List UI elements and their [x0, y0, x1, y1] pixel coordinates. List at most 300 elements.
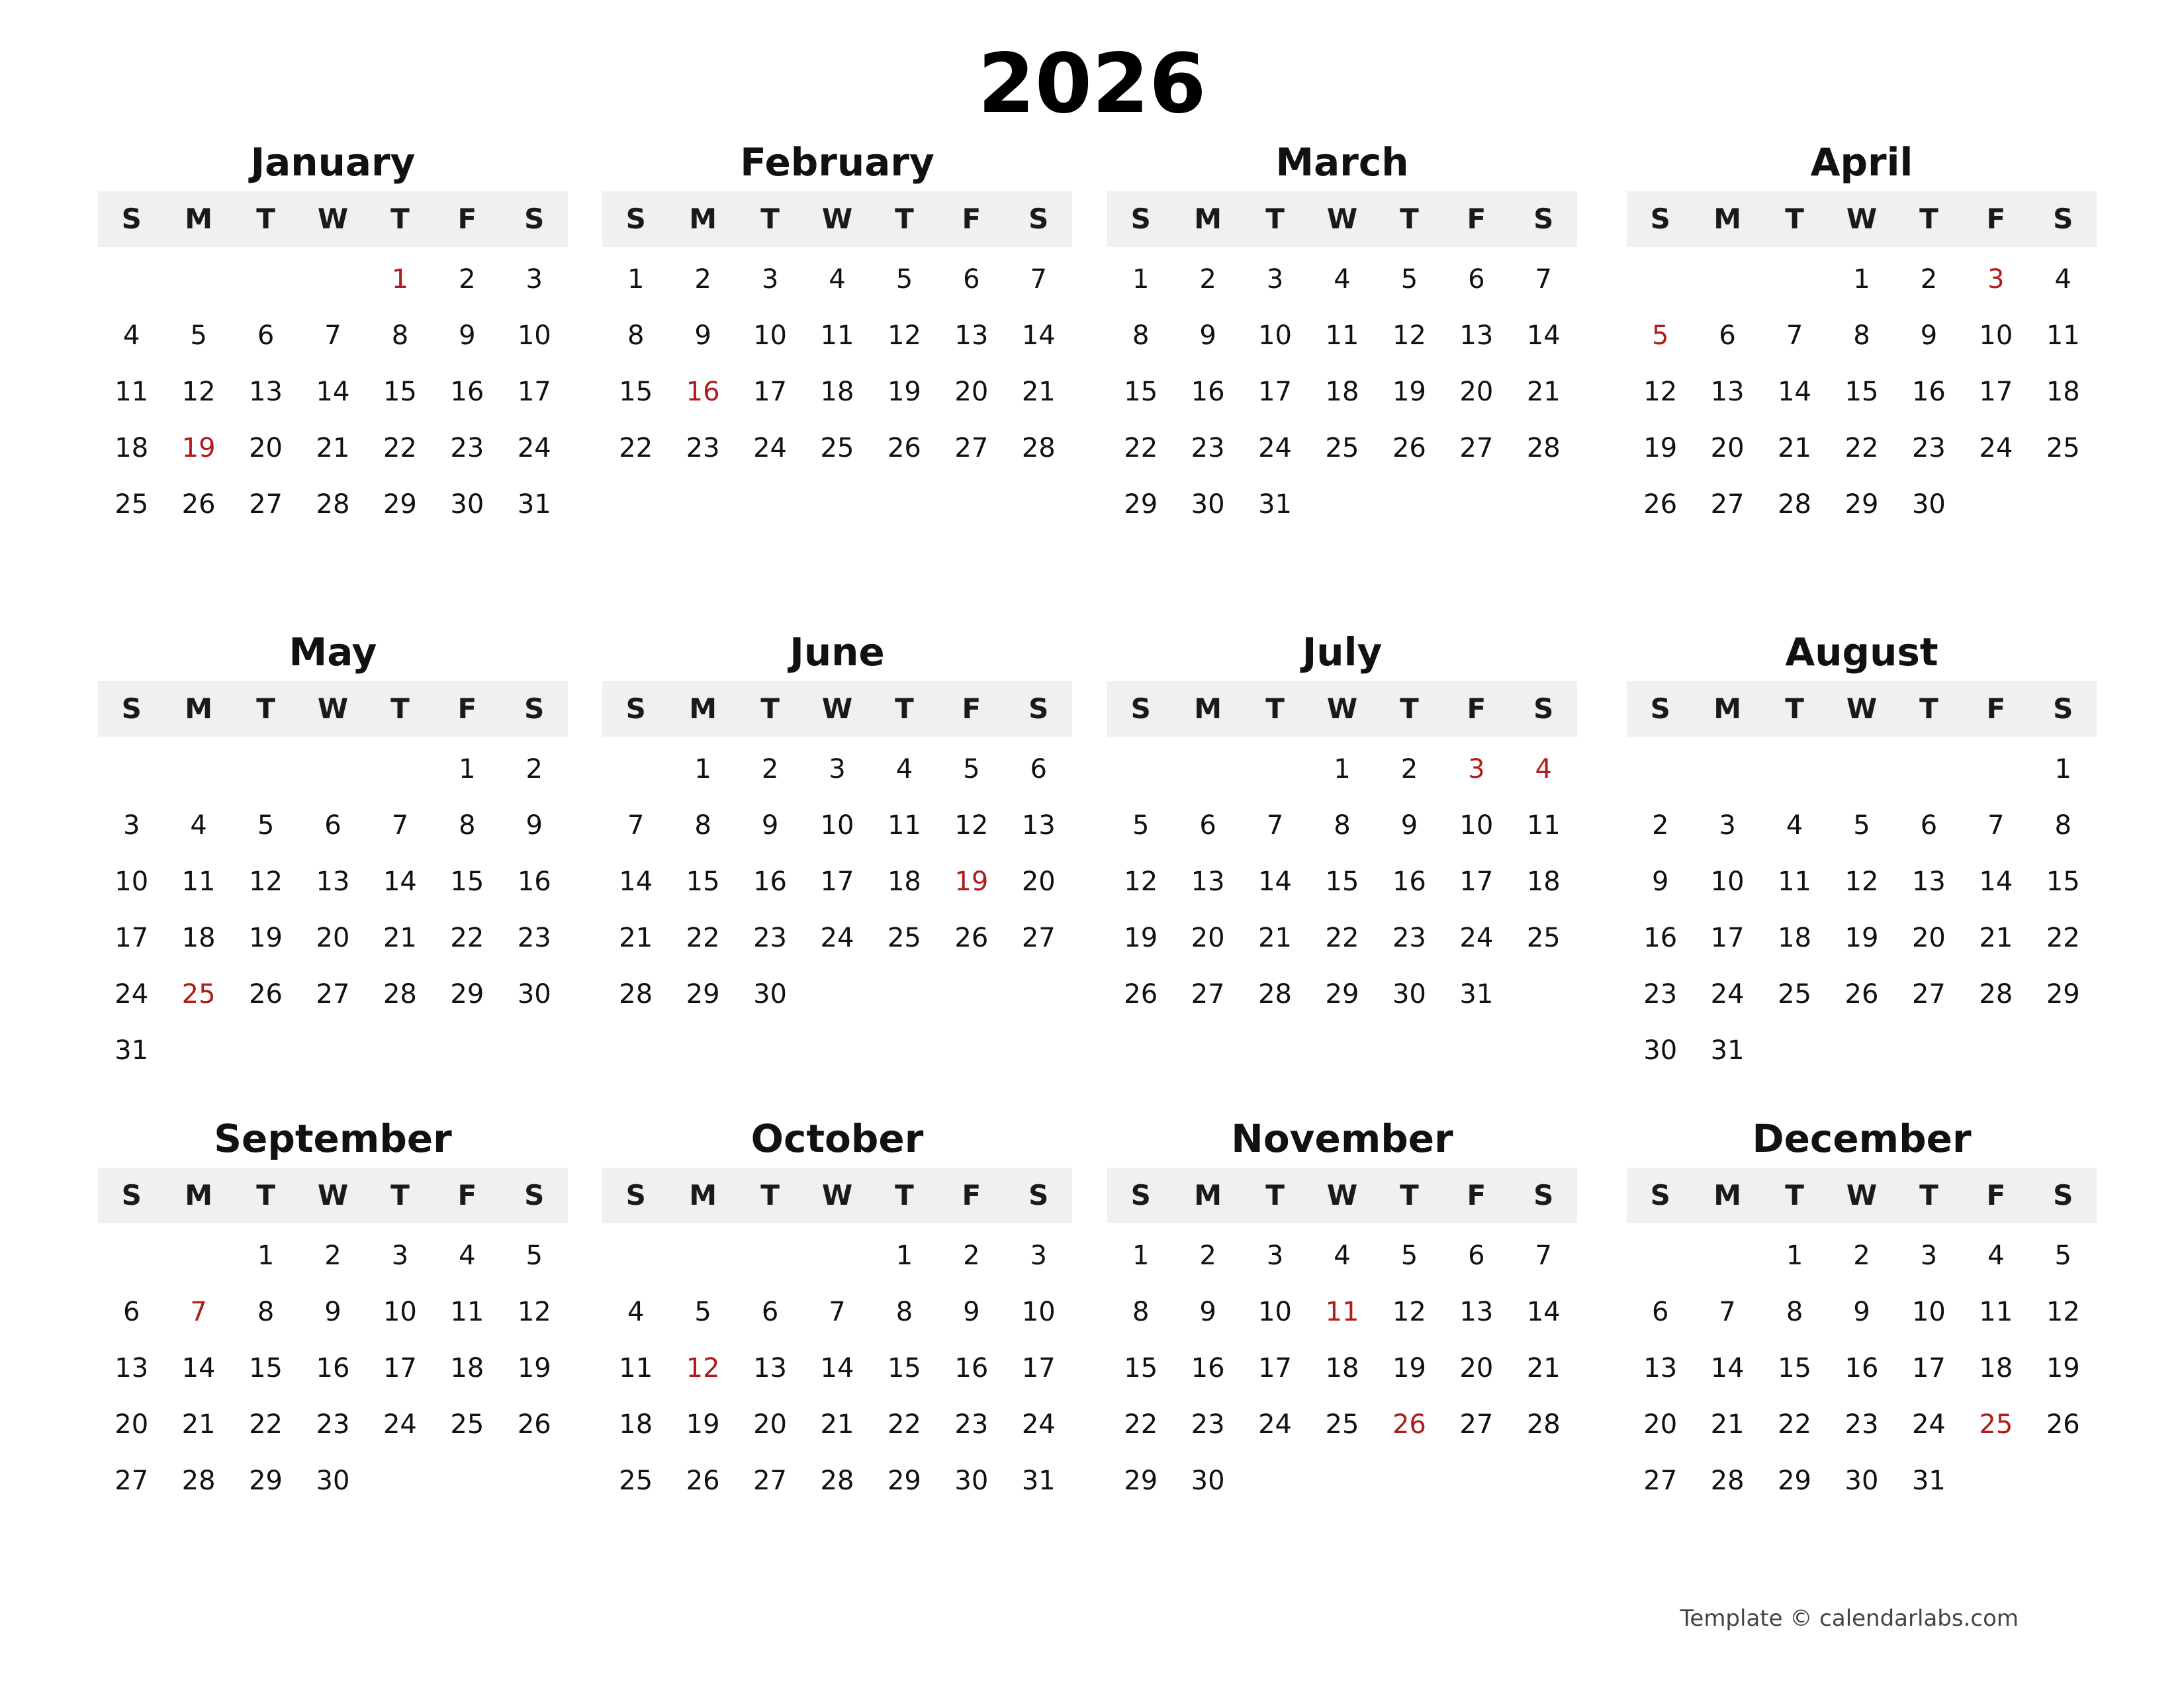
day-cell: 27 [249, 489, 283, 520]
weekday-label: T [1265, 1179, 1285, 1211]
day-cell: 3 [829, 754, 846, 784]
day-cell: 7 [1719, 1297, 1736, 1327]
day-cell: 23 [954, 1409, 989, 1440]
month-name: December [1752, 1116, 1972, 1161]
weekday-label: S [625, 692, 646, 725]
day-cell: 24 [1911, 1409, 1946, 1440]
day-cell: 5 [1853, 810, 1870, 841]
day-cell: 21 [1526, 377, 1561, 407]
weekday-label: T [895, 203, 914, 235]
empty-day-cell [602, 746, 669, 802]
weekday-label: S [1028, 203, 1049, 235]
day-cell: 25 [887, 923, 921, 953]
day-cell: 20 [1643, 1409, 1678, 1440]
weekday-header-row [1107, 1168, 1577, 1223]
day-cell: 8 [627, 320, 645, 351]
day-cell: 26 [1844, 979, 1879, 1009]
day-cell: 18 [1325, 377, 1359, 407]
day-cell: 16 [1191, 1353, 1225, 1383]
day-cell: 6 [963, 264, 980, 295]
weekday-label: T [1785, 1179, 1804, 1211]
weekday-label: F [1986, 1179, 2006, 1211]
day-cell: 28 [1526, 433, 1561, 463]
day-cell: 29 [1778, 1466, 1812, 1496]
day-cell: 23 [753, 923, 788, 953]
weekday-label: T [760, 692, 780, 725]
day-cell: 12 [1844, 867, 1879, 897]
month-name: September [214, 1116, 452, 1161]
day-cell: 5 [694, 1297, 711, 1327]
day-cell: 10 [1459, 810, 1494, 841]
day-cell: 31 [1710, 1035, 1745, 1066]
weekday-header-row [1627, 1168, 2097, 1223]
month-name: March [1275, 140, 1409, 185]
day-cell: 14 [820, 1353, 854, 1383]
day-cell: 1 [627, 264, 645, 295]
day-cell: 11 [1526, 810, 1561, 841]
day-cell: 24 [383, 1409, 417, 1440]
day-cell: 13 [954, 320, 989, 351]
weekday-label: W [1846, 203, 1878, 235]
day-cell: 30 [954, 1466, 989, 1496]
empty-day-cell [669, 1233, 736, 1289]
holiday-day-cell: 1 [391, 264, 409, 295]
day-cell: 15 [619, 377, 653, 407]
holiday-day-cell: 12 [686, 1353, 720, 1383]
day-cell: 12 [2046, 1297, 2080, 1327]
day-cell: 9 [761, 810, 779, 841]
day-cell: 23 [1191, 1409, 1225, 1440]
day-cell: 2 [1199, 264, 1216, 295]
weekday-label: M [689, 203, 717, 235]
day-cell: 11 [1979, 1297, 2013, 1327]
day-cell: 5 [1132, 810, 1150, 841]
day-cell: 7 [324, 320, 341, 351]
month-name: August [1785, 630, 1938, 675]
day-cell: 27 [316, 979, 350, 1009]
day-cell: 26 [249, 979, 283, 1009]
empty-day-cell [1627, 1233, 1694, 1289]
month-name: November [1231, 1116, 1453, 1161]
day-cell: 15 [686, 867, 720, 897]
month-march [1107, 136, 1577, 599]
day-cell: 6 [1468, 1241, 1485, 1271]
weekday-label: T [256, 203, 275, 235]
day-cell: 13 [1710, 377, 1745, 407]
day-cell: 9 [324, 1297, 341, 1327]
day-cell: 25 [2046, 433, 2080, 463]
weekday-label: M [1194, 692, 1222, 725]
day-cell: 18 [1526, 867, 1561, 897]
day-cell: 22 [2046, 923, 2080, 953]
empty-day-cell [737, 1233, 803, 1289]
weekday-label: S [2053, 1179, 2073, 1211]
weekday-label: T [256, 1179, 275, 1211]
day-cell: 25 [1526, 923, 1561, 953]
day-cell: 19 [1844, 923, 1879, 953]
weekday-label: M [1713, 203, 1742, 235]
day-cell: 18 [181, 923, 216, 953]
empty-day-cell [232, 746, 299, 802]
weekday-label: T [1400, 692, 1419, 725]
day-cell: 20 [114, 1409, 149, 1440]
day-cell: 20 [249, 433, 283, 463]
month-august [1627, 626, 2097, 1089]
day-cell: 9 [1199, 1297, 1216, 1327]
day-cell: 15 [383, 377, 417, 407]
day-cell: 13 [753, 1353, 788, 1383]
day-cell: 19 [887, 377, 921, 407]
day-cell: 28 [181, 1466, 216, 1496]
day-cell: 14 [1979, 867, 2013, 897]
days-grid [602, 256, 1072, 481]
day-cell: 20 [1459, 1353, 1494, 1383]
empty-day-cell [602, 1233, 669, 1289]
day-cell: 2 [1400, 754, 1418, 784]
day-cell: 29 [2046, 979, 2080, 1009]
day-cell: 18 [820, 377, 854, 407]
day-cell: 30 [1191, 489, 1225, 520]
day-cell: 30 [316, 1466, 350, 1496]
day-cell: 2 [1199, 1241, 1216, 1271]
day-cell: 28 [1979, 979, 2013, 1009]
day-cell: 15 [1124, 1353, 1158, 1383]
day-cell: 17 [1710, 923, 1745, 953]
day-cell: 24 [1979, 433, 2013, 463]
day-cell: 1 [895, 1241, 913, 1271]
day-cell: 6 [1199, 810, 1216, 841]
day-cell: 21 [1526, 1353, 1561, 1383]
day-cell: 10 [517, 320, 551, 351]
day-cell: 23 [1392, 923, 1426, 953]
weekday-label: M [1713, 692, 1742, 725]
days-grid [98, 1233, 568, 1514]
day-cell: 24 [1021, 1409, 1056, 1440]
day-cell: 17 [1021, 1353, 1056, 1383]
weekday-label: F [457, 692, 477, 725]
weekday-label: W [821, 1179, 853, 1211]
day-cell: 3 [391, 1241, 409, 1271]
weekday-label: M [185, 203, 213, 235]
day-cell: 30 [1392, 979, 1426, 1009]
day-cell: 8 [1132, 1297, 1150, 1327]
day-cell: 14 [181, 1353, 216, 1383]
empty-day-cell [1828, 746, 1895, 802]
day-cell: 11 [114, 377, 149, 407]
weekday-label: T [895, 1179, 914, 1211]
days-grid [98, 746, 568, 1084]
day-cell: 23 [1911, 433, 1946, 463]
day-cell: 15 [1325, 867, 1359, 897]
day-cell: 1 [2054, 754, 2071, 784]
day-cell: 7 [1987, 810, 2005, 841]
day-cell: 21 [316, 433, 350, 463]
day-cell: 17 [517, 377, 551, 407]
day-cell: 22 [1124, 433, 1158, 463]
day-cell: 31 [1258, 489, 1293, 520]
day-cell: 11 [887, 810, 921, 841]
empty-day-cell [1694, 256, 1760, 312]
day-cell: 12 [1643, 377, 1678, 407]
weekday-label: M [185, 692, 213, 725]
day-cell: 17 [1459, 867, 1494, 897]
day-cell: 13 [114, 1353, 149, 1383]
weekday-label: T [390, 203, 410, 235]
day-cell: 27 [753, 1466, 788, 1496]
day-cell: 27 [1911, 979, 1946, 1009]
day-cell: 1 [1853, 264, 1870, 295]
month-june [602, 626, 1072, 1089]
weekday-label: W [821, 692, 853, 725]
weekday-label: W [317, 203, 349, 235]
day-cell: 13 [1911, 867, 1946, 897]
weekday-header-row [1627, 191, 2097, 247]
weekday-header-row [1107, 681, 1577, 737]
day-cell: 13 [1191, 867, 1225, 897]
day-cell: 13 [1643, 1353, 1678, 1383]
day-cell: 14 [1526, 1297, 1561, 1327]
day-cell: 9 [1199, 320, 1216, 351]
month-september [98, 1112, 568, 1575]
day-cell: 31 [1911, 1466, 1946, 1496]
day-cell: 20 [753, 1409, 788, 1440]
month-october [602, 1112, 1072, 1575]
day-cell: 7 [829, 1297, 846, 1327]
day-cell: 9 [1920, 320, 1938, 351]
weekday-label: M [1713, 1179, 1742, 1211]
day-cell: 12 [181, 377, 216, 407]
day-cell: 13 [316, 867, 350, 897]
empty-day-cell [1694, 1233, 1760, 1289]
weekday-label: F [457, 203, 477, 235]
day-cell: 1 [459, 754, 476, 784]
day-cell: 29 [686, 979, 720, 1009]
day-cell: 26 [1392, 433, 1426, 463]
day-cell: 10 [753, 320, 788, 351]
day-cell: 8 [459, 810, 476, 841]
day-cell: 17 [1258, 1353, 1293, 1383]
weekday-label: F [457, 1179, 477, 1211]
day-cell: 8 [1786, 1297, 1803, 1327]
day-cell: 3 [1030, 1241, 1047, 1271]
day-cell: 12 [1124, 867, 1158, 897]
day-cell: 6 [1030, 754, 1047, 784]
day-cell: 19 [686, 1409, 720, 1440]
day-cell: 3 [1266, 264, 1284, 295]
day-cell: 27 [1191, 979, 1225, 1009]
day-cell: 29 [1325, 979, 1359, 1009]
weekday-label: T [390, 1179, 410, 1211]
day-cell: 10 [1710, 867, 1745, 897]
day-cell: 24 [1459, 923, 1494, 953]
weekday-label: S [524, 692, 545, 725]
day-cell: 4 [829, 264, 846, 295]
day-cell: 28 [619, 979, 653, 1009]
day-cell: 6 [1468, 264, 1485, 295]
day-cell: 29 [383, 489, 417, 520]
day-cell: 1 [1132, 1241, 1150, 1271]
day-cell: 8 [895, 1297, 913, 1327]
day-cell: 3 [761, 264, 779, 295]
day-cell: 11 [820, 320, 854, 351]
day-cell: 14 [619, 867, 653, 897]
weekday-label: W [821, 203, 853, 235]
empty-day-cell [1242, 746, 1308, 802]
template-credit: Template © calendarlabs.com [1680, 1605, 2019, 1632]
day-cell: 26 [517, 1409, 551, 1440]
calendar-year-title: 2026 [978, 36, 1206, 132]
day-cell: 5 [190, 320, 207, 351]
empty-day-cell [98, 746, 165, 802]
day-cell: 14 [1021, 320, 1056, 351]
day-cell: 4 [459, 1241, 476, 1271]
day-cell: 26 [181, 489, 216, 520]
day-cell: 16 [1392, 867, 1426, 897]
empty-day-cell [1627, 746, 1694, 802]
day-cell: 9 [694, 320, 711, 351]
day-cell: 20 [1911, 923, 1946, 953]
day-cell: 12 [887, 320, 921, 351]
day-cell: 30 [1911, 489, 1946, 520]
day-cell: 4 [1334, 264, 1351, 295]
weekday-header-row [602, 1168, 1072, 1223]
day-cell: 13 [1459, 1297, 1494, 1327]
day-cell: 28 [1526, 1409, 1561, 1440]
weekday-label: S [1130, 692, 1151, 725]
day-cell: 5 [2054, 1241, 2071, 1271]
month-name: May [289, 630, 377, 675]
day-cell: 19 [1392, 377, 1426, 407]
day-cell: 23 [450, 433, 484, 463]
weekday-label: M [689, 1179, 717, 1211]
day-cell: 17 [1979, 377, 2013, 407]
day-cell: 22 [383, 433, 417, 463]
weekday-label: T [1785, 692, 1804, 725]
holiday-day-cell: 3 [1987, 264, 2005, 295]
holiday-day-cell: 11 [1325, 1297, 1359, 1327]
day-cell: 21 [1710, 1409, 1745, 1440]
day-cell: 13 [249, 377, 283, 407]
weekday-label: T [1919, 203, 1938, 235]
day-cell: 27 [954, 433, 989, 463]
day-cell: 17 [114, 923, 149, 953]
day-cell: 27 [1459, 1409, 1494, 1440]
empty-day-cell [165, 746, 232, 802]
day-cell: 1 [1334, 754, 1351, 784]
day-cell: 7 [391, 810, 409, 841]
day-cell: 16 [517, 867, 551, 897]
day-cell: 27 [1459, 433, 1494, 463]
day-cell: 26 [1643, 489, 1678, 520]
empty-day-cell [1962, 746, 2029, 802]
day-cell: 16 [1191, 377, 1225, 407]
day-cell: 7 [1535, 1241, 1552, 1271]
day-cell: 30 [517, 979, 551, 1009]
day-cell: 8 [391, 320, 409, 351]
day-cell: 21 [1778, 433, 1812, 463]
day-cell: 16 [450, 377, 484, 407]
day-cell: 29 [249, 1466, 283, 1496]
day-cell: 22 [249, 1409, 283, 1440]
day-cell: 11 [450, 1297, 484, 1327]
holiday-day-cell: 7 [190, 1297, 207, 1327]
days-grid [602, 746, 1072, 1027]
weekday-header-row [602, 191, 1072, 247]
empty-day-cell [1107, 746, 1174, 802]
weekday-label: F [1467, 1179, 1486, 1211]
weekday-label: S [625, 203, 646, 235]
day-cell: 3 [525, 264, 543, 295]
days-grid [602, 1233, 1072, 1514]
weekday-label: W [1326, 1179, 1358, 1211]
day-cell: 19 [1124, 923, 1158, 953]
day-cell: 29 [1124, 489, 1158, 520]
day-cell: 11 [1778, 867, 1812, 897]
day-cell: 22 [619, 433, 653, 463]
holiday-day-cell: 3 [1468, 754, 1485, 784]
month-november [1107, 1112, 1577, 1575]
day-cell: 4 [1786, 810, 1803, 841]
day-cell: 27 [1710, 489, 1745, 520]
day-cell: 6 [1719, 320, 1736, 351]
day-cell: 14 [1258, 867, 1293, 897]
day-cell: 3 [122, 810, 140, 841]
day-cell: 1 [257, 1241, 275, 1271]
day-cell: 3 [1920, 1241, 1938, 1271]
weekday-label: T [1400, 1179, 1419, 1211]
day-cell: 12 [517, 1297, 551, 1327]
day-cell: 16 [1643, 923, 1678, 953]
day-cell: 31 [1459, 979, 1494, 1009]
day-cell: 28 [1778, 489, 1812, 520]
day-cell: 8 [257, 1297, 275, 1327]
holiday-day-cell: 19 [181, 433, 216, 463]
day-cell: 11 [181, 867, 216, 897]
weekday-label: F [1986, 692, 2006, 725]
day-cell: 21 [1979, 923, 2013, 953]
day-cell: 7 [1535, 264, 1552, 295]
weekday-label: W [317, 1179, 349, 1211]
day-cell: 11 [619, 1353, 653, 1383]
day-cell: 15 [1844, 377, 1879, 407]
day-cell: 9 [963, 1297, 980, 1327]
days-grid [1627, 1233, 2097, 1514]
day-cell: 30 [1844, 1466, 1879, 1496]
weekday-label: S [1130, 1179, 1151, 1211]
day-cell: 30 [1191, 1466, 1225, 1496]
day-cell: 22 [1325, 923, 1359, 953]
weekday-label: F [962, 692, 981, 725]
day-cell: 30 [450, 489, 484, 520]
day-cell: 12 [1392, 1297, 1426, 1327]
day-cell: 26 [887, 433, 921, 463]
month-may [98, 626, 568, 1089]
weekday-label: W [1846, 692, 1878, 725]
day-cell: 18 [619, 1409, 653, 1440]
day-cell: 13 [1021, 810, 1056, 841]
weekday-label: W [317, 692, 349, 725]
day-cell: 8 [1334, 810, 1351, 841]
day-cell: 20 [316, 923, 350, 953]
day-cell: 7 [1030, 264, 1047, 295]
day-cell: 2 [963, 1241, 980, 1271]
day-cell: 26 [954, 923, 989, 953]
day-cell: 24 [820, 923, 854, 953]
day-cell: 22 [686, 923, 720, 953]
empty-day-cell [1174, 746, 1241, 802]
day-cell: 4 [2054, 264, 2071, 295]
weekday-label: S [1650, 692, 1670, 725]
